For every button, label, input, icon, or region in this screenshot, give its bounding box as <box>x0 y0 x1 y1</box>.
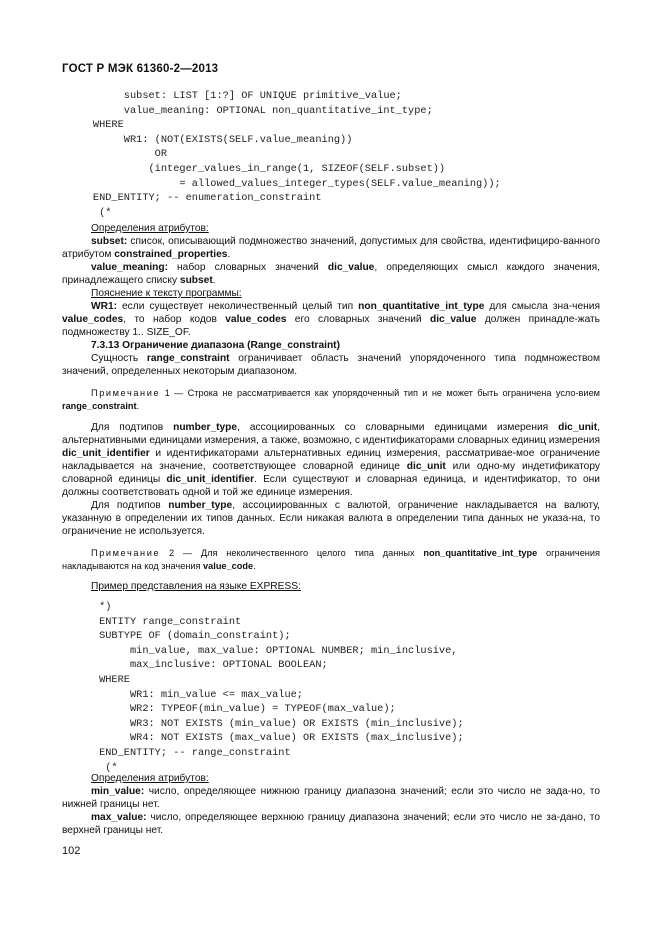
value-meaning-definition: value_meaning: набор словарных значений dic_value, определяющих смысл каждого значения, принадлежащего списку subset. <box>62 262 600 286</box>
express-code-range-constraint: *) ENTITY range_constraint SUBTYPE OF (domain_constraint); min_value, max_value: OPTIONAL NUMBER; min_inclusive, max_inclusive: OPTIONAL BOOLEAN; WHERE WR1: min_value <= max_value; WR2: TYPEOF(min_value) = TYPEOF(max_value); WR3: NOT EXISTS (min_value) OR EXISTS (min_inclusive); WR4: NOT EXISTS (max_value) OR EXISTS (max_inclusive); END_ENTITY; -- range_constraint (* <box>99 601 464 774</box>
note-2: Примечание 2 — Для неколичественного целого типа данных non_quantitative_int_type ограничения накладываются на код значения value_code. <box>62 548 600 571</box>
attr-definitions-heading-2: Определения атрибутов: <box>91 773 209 784</box>
page-number: 102 <box>62 845 81 857</box>
attributes-block-2 <box>62 772 600 837</box>
min-value-definition: min_value: число, определяющее нижнюю границу диапазона значений; если это число не зада-но, то нижней границы нет. <box>62 786 600 810</box>
section-heading: 7.3.13 Ограничение диапазона (Range_constraint) <box>91 340 340 351</box>
attributes-block-1 <box>62 222 600 593</box>
note-1: Примечание 1 — Строка не рассматривается как упорядоченный тип и не может быть ограничена усло-вием range_constraint. <box>62 388 600 411</box>
number-type-currency-paragraph: Для подтипов number_type, ассоциированных с валютой, ограничение накладывается на валюту, указанную в определении их типов данных. Если никакая валюта в определении типа данных не указа-на, то ограничение не используется. <box>62 500 600 537</box>
attr-definitions-heading: Определения атрибутов: <box>91 223 209 234</box>
program-explanation-heading: Пояснение к тексту программы: <box>91 288 242 299</box>
document-header: ГОСТ Р МЭК 61360-2—2013 <box>62 63 219 75</box>
wr1-explanation: WR1: если существует неколичественный целый тип non_quantitative_int_type для смысла зна-чения value_codes, то набор кодов value_codes его словарных значений dic_value должен принадле-жать подмножеству 1.. SIZE_OF. <box>62 301 600 338</box>
express-code-enumeration: subset: LIST [1:?] OF UNIQUE primitive_value; value_meaning: OPTIONAL non_quantitative_int_type; WHERE WR1: (NOT(EXISTS(SELF.value_meaning)) OR (integer_values_in_range(1, SIZEOF(SELF.subset)) = allowed_values_integer_types(SELF.value_meaning)); END_ENTITY; -- enumeration_constraint (* <box>92 90 501 219</box>
express-example-heading: Пример представления на языке EXPRESS: <box>91 581 301 592</box>
number-type-unit-paragraph: Для подтипов number_type, ассоциированных со словарными единицами измерения dic_unit, альтернативными единицами измерения, а также, возможно, с идентификаторами словарных единиц измерения dic_unit_identifier и идентификаторами альтернативных единиц измерения, рассматривае-мое ограничение накладывается на значение, соответствующее словарной единице dic_unit или одно-му индетификатору словарной единицы dic_unit_identifier. Если существуют и словарная единица, и идентификатор, то они должны соответствовать одной и той же единице измерения. <box>62 422 600 498</box>
subset-definition: subset: список, описывающий подмножество значений, допустимых для свойства, идентифициро-ванного атрибутом constrained_properties. <box>62 236 600 260</box>
max-value-definition: max_value: число, определяющее верхнюю границу диапазона значений; если это число не за-дано, то верхней границы нет. <box>62 812 600 836</box>
section-intro: Сущность range_constraint ограничивает область значений упорядоченного типа подмножеством значений, определенных некоторым диапазоном. <box>62 353 600 377</box>
